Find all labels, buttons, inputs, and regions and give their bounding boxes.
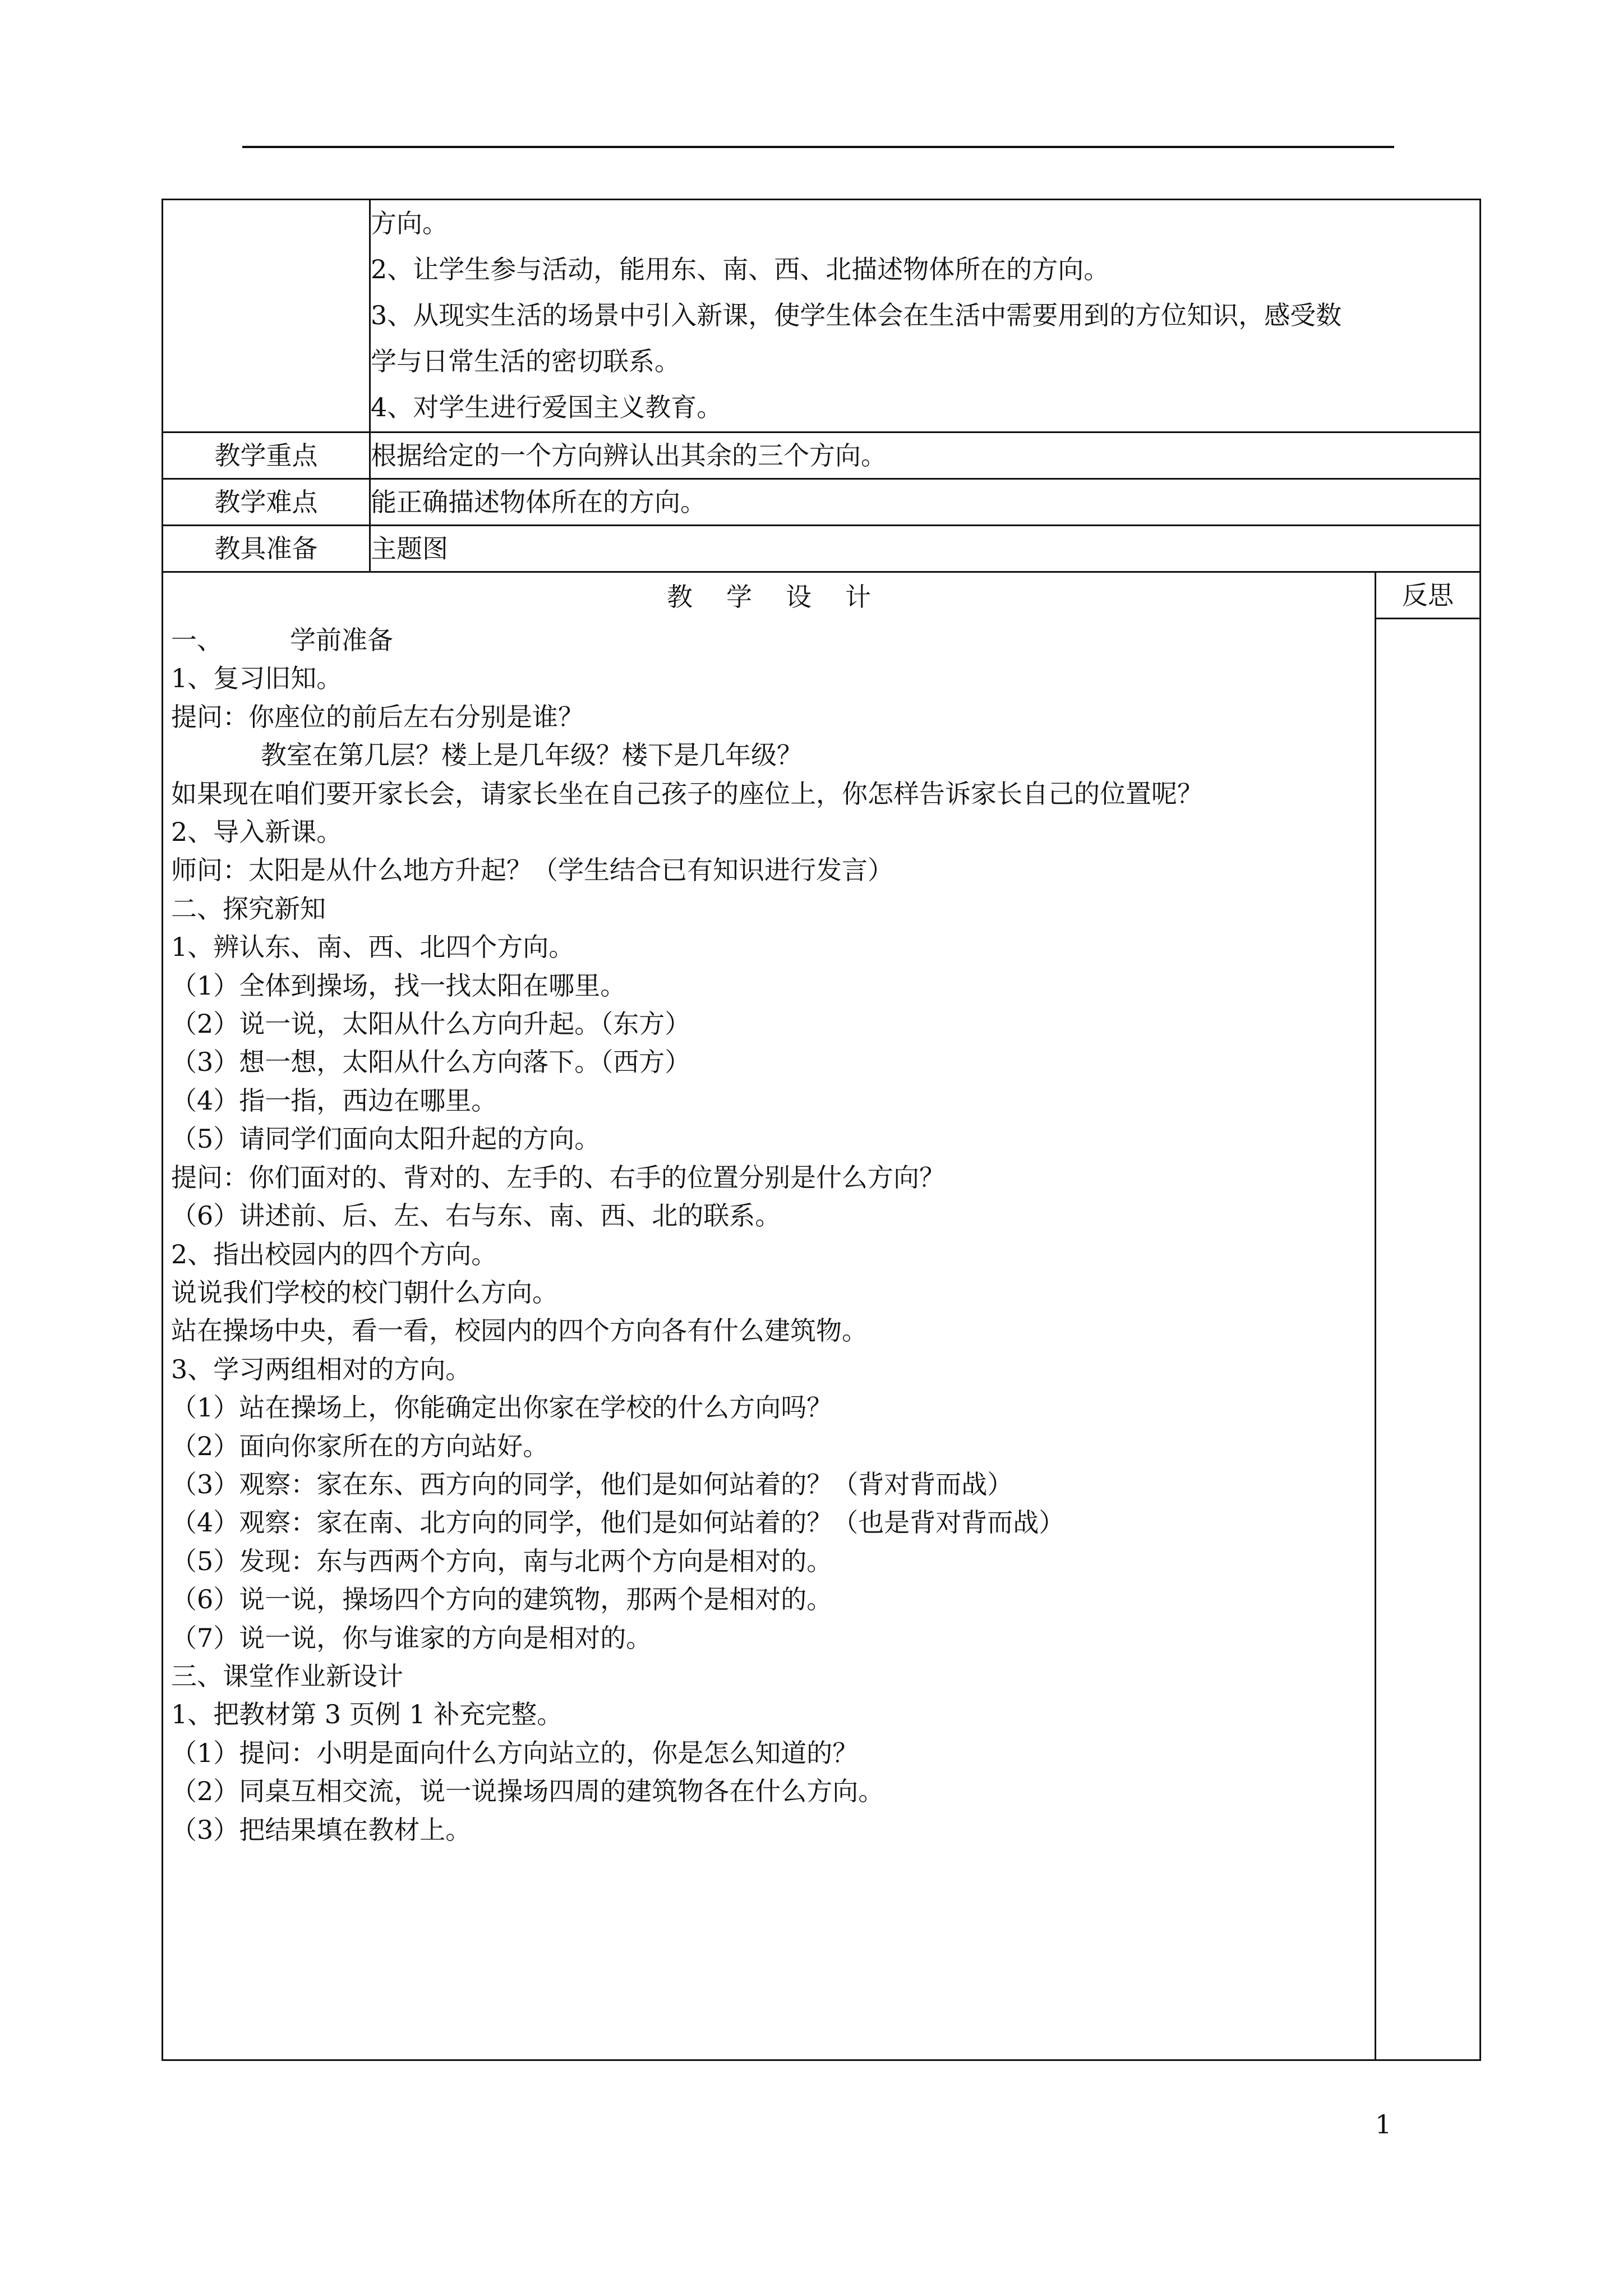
objective-line: 方向。 xyxy=(371,208,448,238)
objective-line: 4、对学生进行爱国主义教育。 xyxy=(371,392,723,422)
design-line: （3）把结果填在教材上。 xyxy=(171,1814,472,1845)
design-line: （2）说一说，太阳从什么方向升起。（东方） xyxy=(171,1009,691,1039)
objectives-cell xyxy=(370,200,1481,432)
difficulty-value: 能正确描述物体所在的方向。 xyxy=(370,479,1481,526)
design-line: （1）站在操场上，你能确定出你家在学校的什么方向吗？ xyxy=(171,1392,833,1423)
design-line: 师问：太阳是从什么地方升起？（学生结合已有知识进行发言） xyxy=(171,855,893,886)
materials-label: 教具准备 xyxy=(163,526,370,572)
design-line: 提问：你们面对的、背对的、左手的、右手的位置分别是什么方向？ xyxy=(171,1162,945,1193)
design-line: （6）说一说，操场四个方向的建筑物，那两个是相对的。 xyxy=(171,1584,833,1615)
design-line: 提问：你座位的前后左右分别是谁？ xyxy=(171,701,584,732)
reflection-label: 反思 xyxy=(1376,573,1479,619)
header-rule xyxy=(242,146,1394,148)
design-line: （1）全体到操场，找一找太阳在哪里。 xyxy=(171,970,626,1001)
design-line: 教室在第几层？楼上是几年级？楼下是几年级？ xyxy=(261,740,803,771)
section-heading: 三、课堂作业新设计 xyxy=(171,1660,403,1691)
design-line: 3、学习两组相对的方向。 xyxy=(171,1354,472,1384)
design-line: 2、导入新课。 xyxy=(171,817,343,848)
design-body xyxy=(163,621,1375,1849)
objective-line: 2、让学生参与活动，能用东、南、西、北描述物体所在的方向。 xyxy=(371,254,1110,284)
section-heading: 二、探究新知 xyxy=(171,893,326,924)
objectives-row xyxy=(163,200,1481,432)
design-cell xyxy=(163,572,1376,2060)
design-line: 说说我们学校的校门朝什么方向。 xyxy=(171,1277,558,1308)
objective-line: 3、从现实生活的场景中引入新课，使学生体会在生活中需要用到的方位知识，感受数 xyxy=(371,300,1342,330)
design-line: （7）说一说，你与谁家的方向是相对的。 xyxy=(171,1622,652,1653)
key-point-label: 教学重点 xyxy=(163,432,370,479)
design-line: 站在操场中央，看一看，校园内的四个方向各有什么建筑物。 xyxy=(171,1315,868,1346)
materials-value: 主题图 xyxy=(370,526,1481,572)
design-line: 如果现在咱们要开家长会，请家长坐在自己孩子的座位上，你怎样告诉家长自己的位置呢？ xyxy=(171,778,1203,809)
difficulty-row xyxy=(163,479,1481,526)
design-row xyxy=(163,572,1481,2060)
design-line: （3）观察：家在东、西方向的同学，他们是如何站着的？（背对背而战） xyxy=(171,1469,1013,1499)
lesson-plan-table xyxy=(162,199,1481,2061)
design-line: 2、指出校园内的四个方向。 xyxy=(171,1239,497,1269)
design-line: （4）观察：家在南、北方向的同学，他们是如何站着的？（也是背对背而战） xyxy=(171,1507,1065,1538)
design-line: （2）面向你家所在的方向站好。 xyxy=(171,1430,549,1461)
design-line: （4）指一指，西边在哪里。 xyxy=(171,1085,497,1116)
design-line: （6）讲述前、后、左、右与东、南、西、北的联系。 xyxy=(171,1200,781,1231)
page-number: 1 xyxy=(1375,2109,1392,2139)
materials-row xyxy=(163,526,1481,572)
key-point-row xyxy=(163,432,1481,479)
objective-line: 学与日常生活的密切联系。 xyxy=(371,346,680,376)
design-line: （5）发现：东与西两个方向，南与北两个方向是相对的。 xyxy=(171,1545,833,1576)
key-point-value: 根据给定的一个方向辨认出其余的三个方向。 xyxy=(370,432,1481,479)
difficulty-label: 教学难点 xyxy=(163,479,370,526)
reflection-cell xyxy=(1376,572,1481,2060)
objectives-label-cell xyxy=(163,200,370,432)
design-line: 1、把教材第 3 页例 1 补充完整。 xyxy=(171,1699,563,1730)
design-line: （1）提问：小明是面向什么方向站立的，你是怎么知道的？ xyxy=(171,1737,859,1768)
design-line: （5）请同学们面向太阳升起的方向。 xyxy=(171,1124,601,1154)
section-heading: 一、 学前准备 xyxy=(171,625,393,655)
design-line: （3）想一想，太阳从什么方向落下。（西方） xyxy=(171,1047,691,1078)
design-line: 1、辨认东、南、西、北四个方向。 xyxy=(171,932,575,963)
design-line: 1、复习旧知。 xyxy=(171,663,343,694)
design-line: （2）同桌互相交流，说一说操场四周的建筑物各在什么方向。 xyxy=(171,1776,884,1807)
design-title: 教学设计 xyxy=(667,582,905,612)
